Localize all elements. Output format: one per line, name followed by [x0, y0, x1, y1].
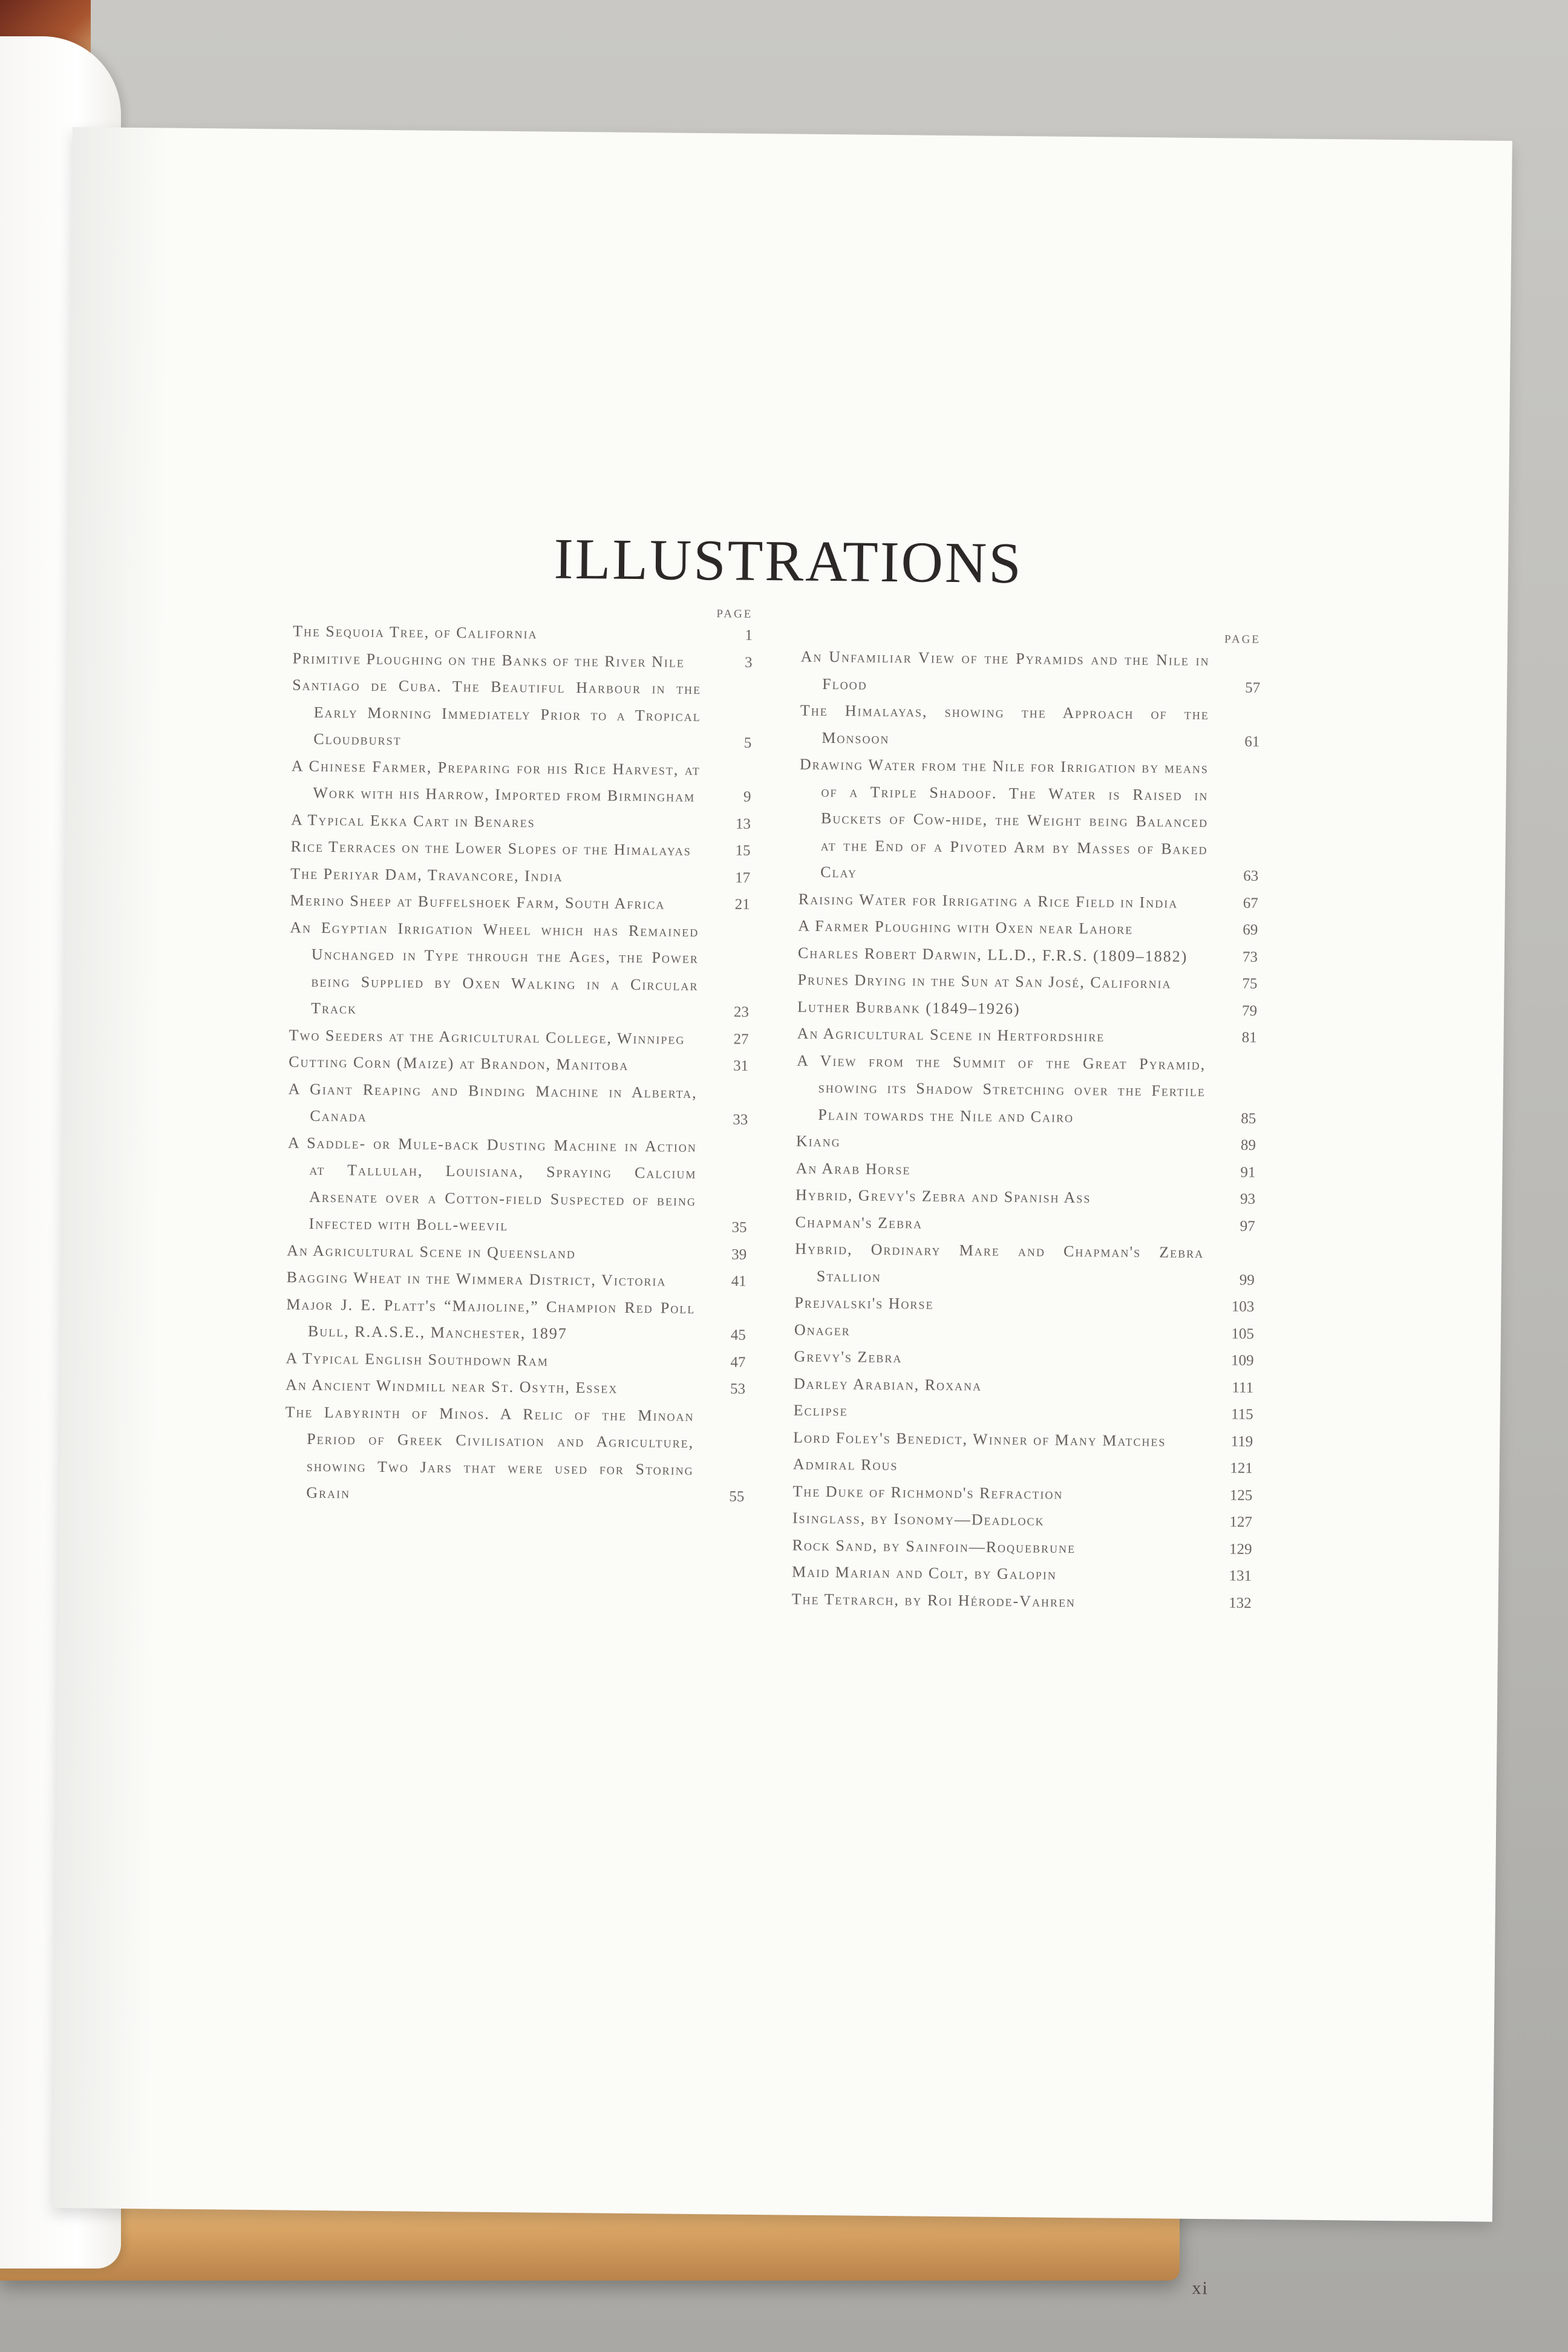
list-item: [293, 618, 753, 650]
entry-title: Two Seeders at the Agricultural College, Winnipeg: [289, 1026, 685, 1048]
entry-title: Kiang: [795, 1132, 841, 1151]
entry-title: Darley Arabian, Roxana: [793, 1374, 982, 1394]
entry-title: A Farmer Ploughing with Oxen near Lahore: [798, 916, 1134, 938]
entry-page-number: 73: [1242, 949, 1258, 965]
entry-page-number: 23: [733, 1004, 750, 1021]
entry-title: Maid Marian and Colt, by Galopin: [791, 1563, 1057, 1583]
entry-title: An Egyptian Irrigation Wheel which has Remained Unchanged in Type through the Ages, the Power being Supplied by Oxen Walking in a Circular Track: [290, 918, 699, 1018]
page-column-header: PAGE: [716, 607, 753, 621]
entry-page-number: 47: [730, 1354, 746, 1371]
entry-page-number: 115: [1230, 1406, 1253, 1423]
illustrations-list-left: [284, 604, 753, 1511]
list-item: [286, 1371, 745, 1403]
entry-page-number: 111: [1232, 1379, 1254, 1396]
entry-title: Onager: [794, 1321, 851, 1339]
list-item: [791, 1586, 1251, 1617]
list-item: [287, 1237, 746, 1269]
entry-page-number: 53: [730, 1380, 746, 1397]
entry-page-number: 9: [743, 788, 751, 805]
entry-page-number: 61: [1244, 733, 1260, 750]
entry-title: A Typical Ekka Cart in Benares: [290, 811, 535, 831]
list-item: [794, 1370, 1253, 1402]
list-item: [799, 751, 1259, 890]
left-entries: [284, 618, 753, 1511]
entry-title: An Agricultural Scene in Hertfordshire: [797, 1024, 1105, 1045]
page-title: ILLUSTRATIONS: [554, 526, 1024, 596]
list-item: [797, 1021, 1256, 1052]
entry-title: A Saddle- or Mule-back Dusting Machine in Action at Tallulah, Louisiana, Spraying Calcium Arsenate over a Cotton-field Suspected of being Infected with Boll-weevil: [287, 1133, 697, 1234]
list-item: [799, 886, 1258, 917]
list-item: [792, 1559, 1252, 1590]
list-item: [290, 887, 750, 919]
entry-page-number: 1: [745, 627, 753, 644]
entry-title: Prejvalski's Horse: [794, 1293, 934, 1313]
entry-page-number: 45: [730, 1327, 746, 1344]
entry-page-number: 75: [1242, 975, 1258, 992]
list-item: [797, 993, 1257, 1025]
entry-page-number: 27: [733, 1031, 749, 1048]
entry-page-number: 17: [735, 869, 751, 886]
list-item: [290, 834, 750, 865]
entry-page-number: 33: [733, 1111, 748, 1128]
entry-page-number: 31: [733, 1057, 749, 1074]
entry-title: Prunes Drying in the Sun at San José, California: [797, 970, 1172, 992]
entry-title: Isinglass, by Isonomy—Deadlock: [792, 1509, 1045, 1529]
list-item: [288, 1076, 748, 1134]
entry-page-number: 55: [729, 1488, 745, 1505]
entry-page-number: 13: [735, 815, 751, 832]
entry-title: A Giant Reaping and Binding Machine in Alberta, Canada: [288, 1079, 697, 1125]
entry-title: The Periyar Dam, Travancore, India: [290, 864, 563, 885]
list-item: [795, 1182, 1255, 1214]
illustrations-list-right: [791, 629, 1261, 2299]
entry-title: Rice Terraces on the Lower Slopes of the Himalayas: [290, 837, 691, 859]
page-column-header: PAGE: [1224, 633, 1261, 646]
entry-page-number: 105: [1231, 1325, 1255, 1342]
entry-title: A Typical English Southdown Ram: [286, 1348, 549, 1370]
entry-page-number: 132: [1229, 1594, 1252, 1612]
entry-title: Santiago de Cuba. The Beautiful Harbour in the Early Morning Immediately Prior to a Tropical Cloudburst: [292, 676, 702, 749]
book-page: [53, 127, 1512, 2299]
list-item: [798, 939, 1258, 971]
entry-title: Major J. E. Platt's “Majioline,” Champion Red Poll Bull, R.A.S.E., Manchester, 1897: [286, 1295, 696, 1342]
list-item: [792, 1478, 1252, 1509]
list-item: [292, 672, 752, 757]
entry-page-number: 121: [1230, 1460, 1253, 1477]
entry-page-number: 21: [734, 896, 750, 913]
entry-page-number: 79: [1241, 1002, 1258, 1019]
entry-title: An Ancient Windmill near St. Osyth, Essex: [285, 1376, 618, 1397]
entry-title: Chapman's Zebra: [795, 1213, 923, 1232]
gutter-shadow: [53, 127, 169, 2209]
entry-title: An Arab Horse: [795, 1159, 911, 1178]
entry-page-number: 41: [731, 1273, 746, 1290]
entry-page-number: 85: [1241, 1110, 1256, 1127]
entry-title: Bagging Wheat in the Wimmera District, Victoria: [286, 1268, 667, 1290]
list-item: [793, 1397, 1253, 1429]
entry-page-number: 67: [1243, 895, 1258, 912]
list-item: [795, 1209, 1255, 1240]
list-item: [291, 806, 751, 838]
entry-title: A View from the Summit of the Great Pyramid, showing its Shadow Stretching over the Fertile Plain towards the Nile and Cairo: [797, 1051, 1206, 1126]
entry-title: Primitive Ploughing on the Banks of the River Nile: [292, 649, 685, 671]
list-item: [793, 1451, 1253, 1483]
entry-title: A Chinese Farmer, Preparing for his Rice Harvest, at Work with his Harrow, Imported from Birmingham: [291, 757, 701, 805]
list-item: [289, 1049, 748, 1080]
entry-title: Eclipse: [793, 1401, 848, 1420]
entry-title: An Unfamiliar View of the Pyramids and the Nile in Flood: [800, 647, 1210, 693]
list-item: [796, 1128, 1256, 1160]
entry-title: The Duke of Richmond's Refraction: [792, 1482, 1063, 1503]
entry-page-number: 57: [1245, 679, 1261, 696]
entry-title: Merino Sheep at Buffelshoek Farm, South Africa: [290, 891, 665, 913]
entry-title: Grevy's Zebra: [794, 1347, 903, 1367]
entry-title: Hybrid, Ordinary Mare and Chapman's Zebra Stallion: [795, 1240, 1204, 1285]
list-item: [797, 967, 1257, 998]
list-item: [795, 1236, 1255, 1294]
entry-title: The Himalayas, showing the Approach of the Monsoon: [800, 701, 1209, 747]
entry-title: An Agricultural Scene in Queensland: [287, 1241, 577, 1262]
entry-page-number: 69: [1243, 921, 1258, 938]
entry-title: The Tetrarch, by Roi Hérode-Vahren: [791, 1590, 1076, 1610]
list-item: [287, 1129, 748, 1241]
list-item: [289, 1022, 748, 1053]
entry-title: Drawing Water from the Nile for Irrigation by means of a Triple Shadoof. The Water is Raised in Buckets of Cow-hide, the Weight being Balanced at the End of a Pivoted Arm by Masses of Baked Clay: [799, 755, 1209, 881]
entry-page-number: 99: [1239, 1272, 1255, 1289]
entry-page-number: 5: [743, 734, 752, 751]
entry-page-number: 39: [731, 1246, 747, 1263]
list-item: [800, 697, 1260, 756]
entry-page-number: 129: [1229, 1540, 1252, 1558]
entry-title: Admiral Rous: [792, 1455, 898, 1474]
entry-page-number: 81: [1241, 1029, 1257, 1046]
entry-page-number: 119: [1230, 1432, 1253, 1450]
list-item: [284, 1399, 745, 1511]
list-item: [792, 1532, 1252, 1563]
list-item: [286, 1345, 745, 1376]
list-item: [290, 860, 750, 892]
entry-page-number: 3: [744, 654, 753, 671]
entry-page-number: 127: [1229, 1514, 1253, 1530]
entry-page-number: 91: [1240, 1164, 1256, 1181]
right-entries: [791, 644, 1260, 1617]
list-item: [800, 644, 1261, 702]
list-item: [793, 1424, 1253, 1455]
entry-title: Hybrid, Grevy's Zebra and Spanish Ass: [795, 1186, 1091, 1207]
list-item: [792, 1505, 1252, 1537]
entry-title: Charles Robert Darwin, LL.D., F.R.S. (1809–1882): [797, 944, 1188, 965]
entry-title: Luther Burbank (1849–1926): [797, 998, 1021, 1018]
page-folio: xi: [1192, 2278, 1209, 2299]
list-item: [292, 645, 752, 676]
list-item: [287, 1264, 746, 1295]
list-item: [794, 1316, 1254, 1348]
entry-title: The Labyrinth of Minos. A Relic of the Minoan Period of Greek Civilisation and Agriculture, showing Two Jars that were used for Storing Grain: [285, 1402, 694, 1502]
entry-title: Rock Sand, by Sainfoin—Roquebrune: [792, 1536, 1076, 1557]
entry-page-number: 109: [1230, 1352, 1254, 1369]
list-item: [794, 1290, 1254, 1321]
list-item: [289, 914, 750, 1026]
entry-page-number: 131: [1229, 1567, 1252, 1584]
entry-page-number: 125: [1229, 1486, 1253, 1504]
entry-page-number: 93: [1240, 1191, 1256, 1207]
list-item: [798, 913, 1258, 944]
entry-page-number: 103: [1231, 1298, 1255, 1315]
list-item: [794, 1344, 1253, 1375]
list-item: [291, 753, 751, 811]
list-item: [795, 1155, 1255, 1186]
list-item: [286, 1291, 746, 1349]
entry-title: Raising Water for Irrigating a Rice Field in India: [798, 890, 1178, 912]
entry-page-number: 89: [1240, 1137, 1256, 1154]
entry-page-number: 97: [1240, 1218, 1255, 1235]
entry-page-number: 63: [1243, 867, 1259, 884]
entry-title: Lord Foley's Benedict, Winner of Many Matches: [793, 1428, 1166, 1449]
entry-page-number: 35: [731, 1219, 747, 1236]
entry-title: The Sequoia Tree, of California: [292, 622, 538, 642]
entry-title: Cutting Corn (Maize) at Brandon, Manitoba: [289, 1053, 629, 1074]
entry-page-number: 15: [735, 842, 751, 859]
list-item: [796, 1047, 1256, 1132]
